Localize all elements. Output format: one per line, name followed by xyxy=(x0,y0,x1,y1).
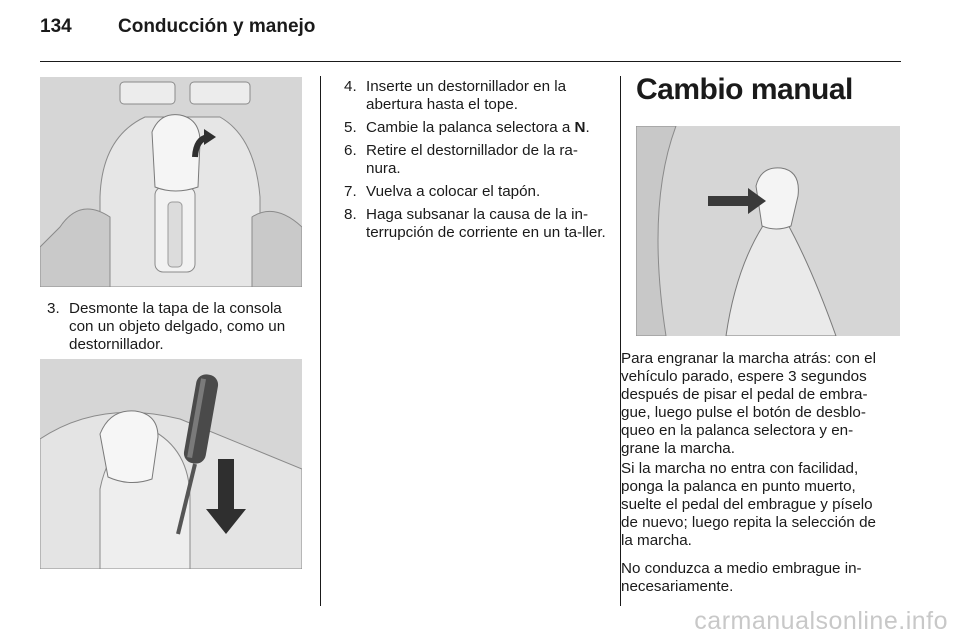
step-5-text-after: . xyxy=(585,119,590,136)
step-5-text xyxy=(344,119,606,137)
step-3 xyxy=(47,300,302,354)
step-5-number: 5. xyxy=(344,119,357,136)
step-3-number: 3. xyxy=(47,300,60,317)
step-8 xyxy=(344,206,606,242)
section-title: Cambio manual xyxy=(636,73,853,106)
selector-lever-illustration xyxy=(40,77,302,287)
step-7-text: Vuelva a colocar el tapón. xyxy=(366,183,541,200)
step-5-bold-gear: N xyxy=(574,119,586,136)
paragraph-reverse-gear: Para engranar la marcha atrás: con el vehículo parado, espere 3 segundos después de pisar el pedal de embra-gue, luego pulse el botón de desblo-queo en la palanca selectora y en-grane la marcha. xyxy=(621,350,876,457)
screwdriver-illustration xyxy=(40,359,302,569)
step-8-text: Haga subsanar la causa de la in-terrupción de corriente en un ta-ller. xyxy=(366,206,606,241)
step-4-text: Inserte un destornillador en la abertura hasta el tope. xyxy=(366,78,567,113)
page-title: Conducción y manejo xyxy=(118,16,316,37)
step-5 xyxy=(344,119,606,137)
paragraph-clutch-warning: No conduzca a medio embrague in-necesariamente. xyxy=(621,560,862,595)
step-7 xyxy=(344,183,606,201)
step-4 xyxy=(344,78,606,114)
manual-shift-illustration xyxy=(636,126,900,336)
step-6-text: Retire el destornillador de la ra-nura. xyxy=(366,142,578,177)
step-6 xyxy=(344,142,606,178)
step-6-number: 6. xyxy=(344,142,357,159)
step-5-text-before: Cambie la palanca selectora a xyxy=(366,119,575,136)
step-3-text: Desmonte la tapa de la consola con un objeto delgado, como un destornillador. xyxy=(69,300,286,353)
column-divider-1 xyxy=(320,76,321,606)
header-rule xyxy=(40,61,901,62)
step-8-number: 8. xyxy=(344,206,357,223)
step-7-number: 7. xyxy=(344,183,357,200)
watermark: carmanualsonline.info xyxy=(694,607,948,635)
paragraph-gear-difficulty: Si la marcha no entra con facilidad, ponga la palanca en punto muerto, suelte el pedal del embrague y píselo de nuevo; luego repita la selección de la marcha. xyxy=(621,460,876,549)
page-number: 134 xyxy=(40,16,72,37)
step-4-number: 4. xyxy=(344,78,357,95)
